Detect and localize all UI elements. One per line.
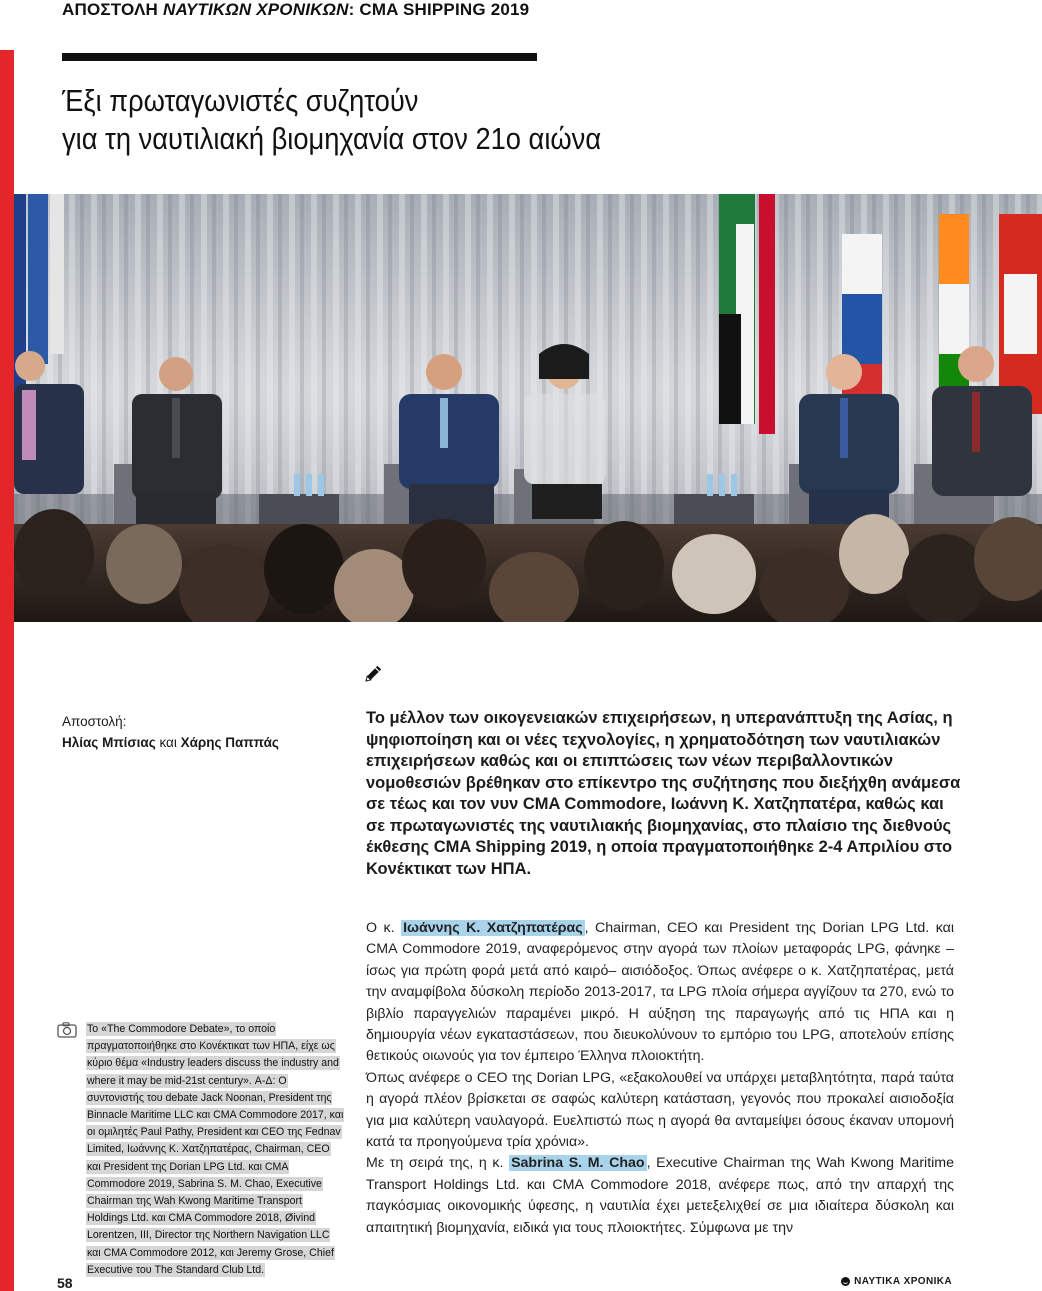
magazine-name: ΝΑΥΤΙΚΑ ΧΡΟΝΙΚΑ (841, 1276, 952, 1287)
article-byline (62, 711, 279, 753)
audience-heads (14, 509, 1042, 622)
byline-authors: Ηλίας Μπίσιας και Χάρης Παππάς (62, 735, 279, 750)
byline-label: Αποστολή: (62, 714, 127, 729)
headline-line-1: Έξι πρωταγωνιστές συζητούν (62, 83, 419, 118)
pencil-icon (364, 663, 384, 683)
header-rule (62, 53, 537, 61)
section-kicker: ΑΠΟΣΤΟΛΗ ΝΑΥΤΙΚΩΝ ΧΡΟΝΙΚΩΝ: CMA SHIPPING 2019 (62, 0, 530, 19)
article-headline (62, 82, 601, 158)
body-paragraph-2: Όπως ανέφερε ο CEO της Dorian LPG, «εξακολουθεί να υπάρχει μεταβλητότητα, παρά ταύτα η αγορά πλέον βρίσκεται σε σαφώς καλύτερη κατάσταση, γεγονός που προκαλεί αισιοδοξία για μια καλύτερη ναυλαγορά. Ευελπιστώ πως η αγορά θα ανταμείψει όσους έκαναν υπομονή κατά τα προηγούμενα τρία χρόνια». (366, 1069, 954, 1151)
body-paragraph-1: Ο κ. Ιωάννης Κ. Χατζηπατέρας , Chairman, CEO και President της Dorian LPG Ltd. και CMA Commodore 2019, αναφερόμενος στην αγορά των πλοίων μεταφοράς LPG, φάνηκε –ίσως για πρώτη φορά μετά από καιρό– αισιόδοξος. Όπως ανέφερε ο κ. Χατζηπατέρας, μετά την αναμφίβολα δύσκολη περίοδο 2013-2017, τα LPG πλοία σήμερα αγγίζουν τα 270, ενώ το βιβλίο παραγγελιών παραμένει μικρό. Η αύξηση της παραγωγής από τις ΗΠΑ και η δημιουργία νέων εγκαταστάσεων, που διευκολύνουν το εμπόριο του LPG, αποτελούν επίσης θετικούς οιωνούς για τον έμπειρο Έλληνα πλοιοκτήτη. (366, 920, 954, 1065)
lead-paragraph: Το μέλλον των οικογενειακών επιχειρήσεων, η υπερανάπτυξη της Ασίας, η ψηφιοποίηση και οι νέες τεχνολογίες, η χρηματοδότηση των ναυτιλιακών επιχειρήσεων καθώς και οι επιπτώσεις των νέων περιβαλλοντικών νομοθεσιών βρέθηκαν στο επίκεντρο της συζήτησης που διεξήχθη ανάμεσα σε τέως και τον νυν CMA Commodore, Ιωάννη Κ. Χατζηπατέρα, καθώς και σε πρωταγωνιστές της ναυτιλιακής βιομηχανίας, στο πλαίσιο της διεθνούς έκθεσης CMA Shipping 2019, η οποία πραγματοποιήθηκε 2-4 Απριλίου στο Κονέκτικατ των ΗΠΑ. (366, 709, 961, 878)
body-paragraph-3: Με τη σειρά της, η κ. Sabrina S. M. Chao , Executive Chairman της Wah Kwong Maritime Transport Holdings Ltd. και CMA Commodore 2018, ανέφερε πως, από την απαρχή της παγκόσμιας οικονομικής ύφεσης, η ναυτιλία έχει μετεξελιχθεί σε μια ιδιαίτερα δύσκολη και απαιτητική βιομηχανία, ειδικά για τους πλοιοκτήτες. Σύμφωνα με την (366, 1155, 954, 1236)
headline-line-2: για τη ναυτιλιακή βιομηχανία στον 21ο αιώνα (62, 121, 602, 156)
magazine-logo-icon (841, 1277, 850, 1286)
panel-photo (14, 194, 1042, 622)
page-number: 58 (57, 1275, 73, 1291)
highlighted-name-chao: Sabrina S. M. Chao (511, 1155, 645, 1172)
camera-icon (57, 1022, 77, 1038)
highlighted-name-hatzipateras: Ιωάννης Κ. Χατζηπατέρας (403, 920, 583, 936)
photo-caption: Το «The Commodore Debate», το οποίο πραγματοποιήθηκε στο Κονέκτικατ των ΗΠΑ, είχε ως κύριο θέμα «Industry leaders discuss the industry and where it may be mid-21st century». Α-Δ: Ο συντονιστής του debate Jack Noonan, President της Binnacle Maritime LLC και CMA Commodore 2017, και οι ομιλητές Paul Pathy, President και CEO της Fednav Limited, Ιωάννης Κ. Χατζηπατέρας, Chairman, CEO και President της Dorian LPG Ltd. και CMA Commodore 2019, Sabrina S. M. Chao, Executive Chairman της Wah Kwong Maritime Transport Holdings Ltd. και CMA Commodore 2018, Øivind Lorentzen, III, Director της Northern Navigation LLC και CMA Commodore 2012, και Jeremy Grose, Chief Executive του The Standard Club Ltd. (87, 1023, 344, 1276)
article-body (366, 918, 954, 1239)
red-margin-bar (0, 50, 14, 1291)
